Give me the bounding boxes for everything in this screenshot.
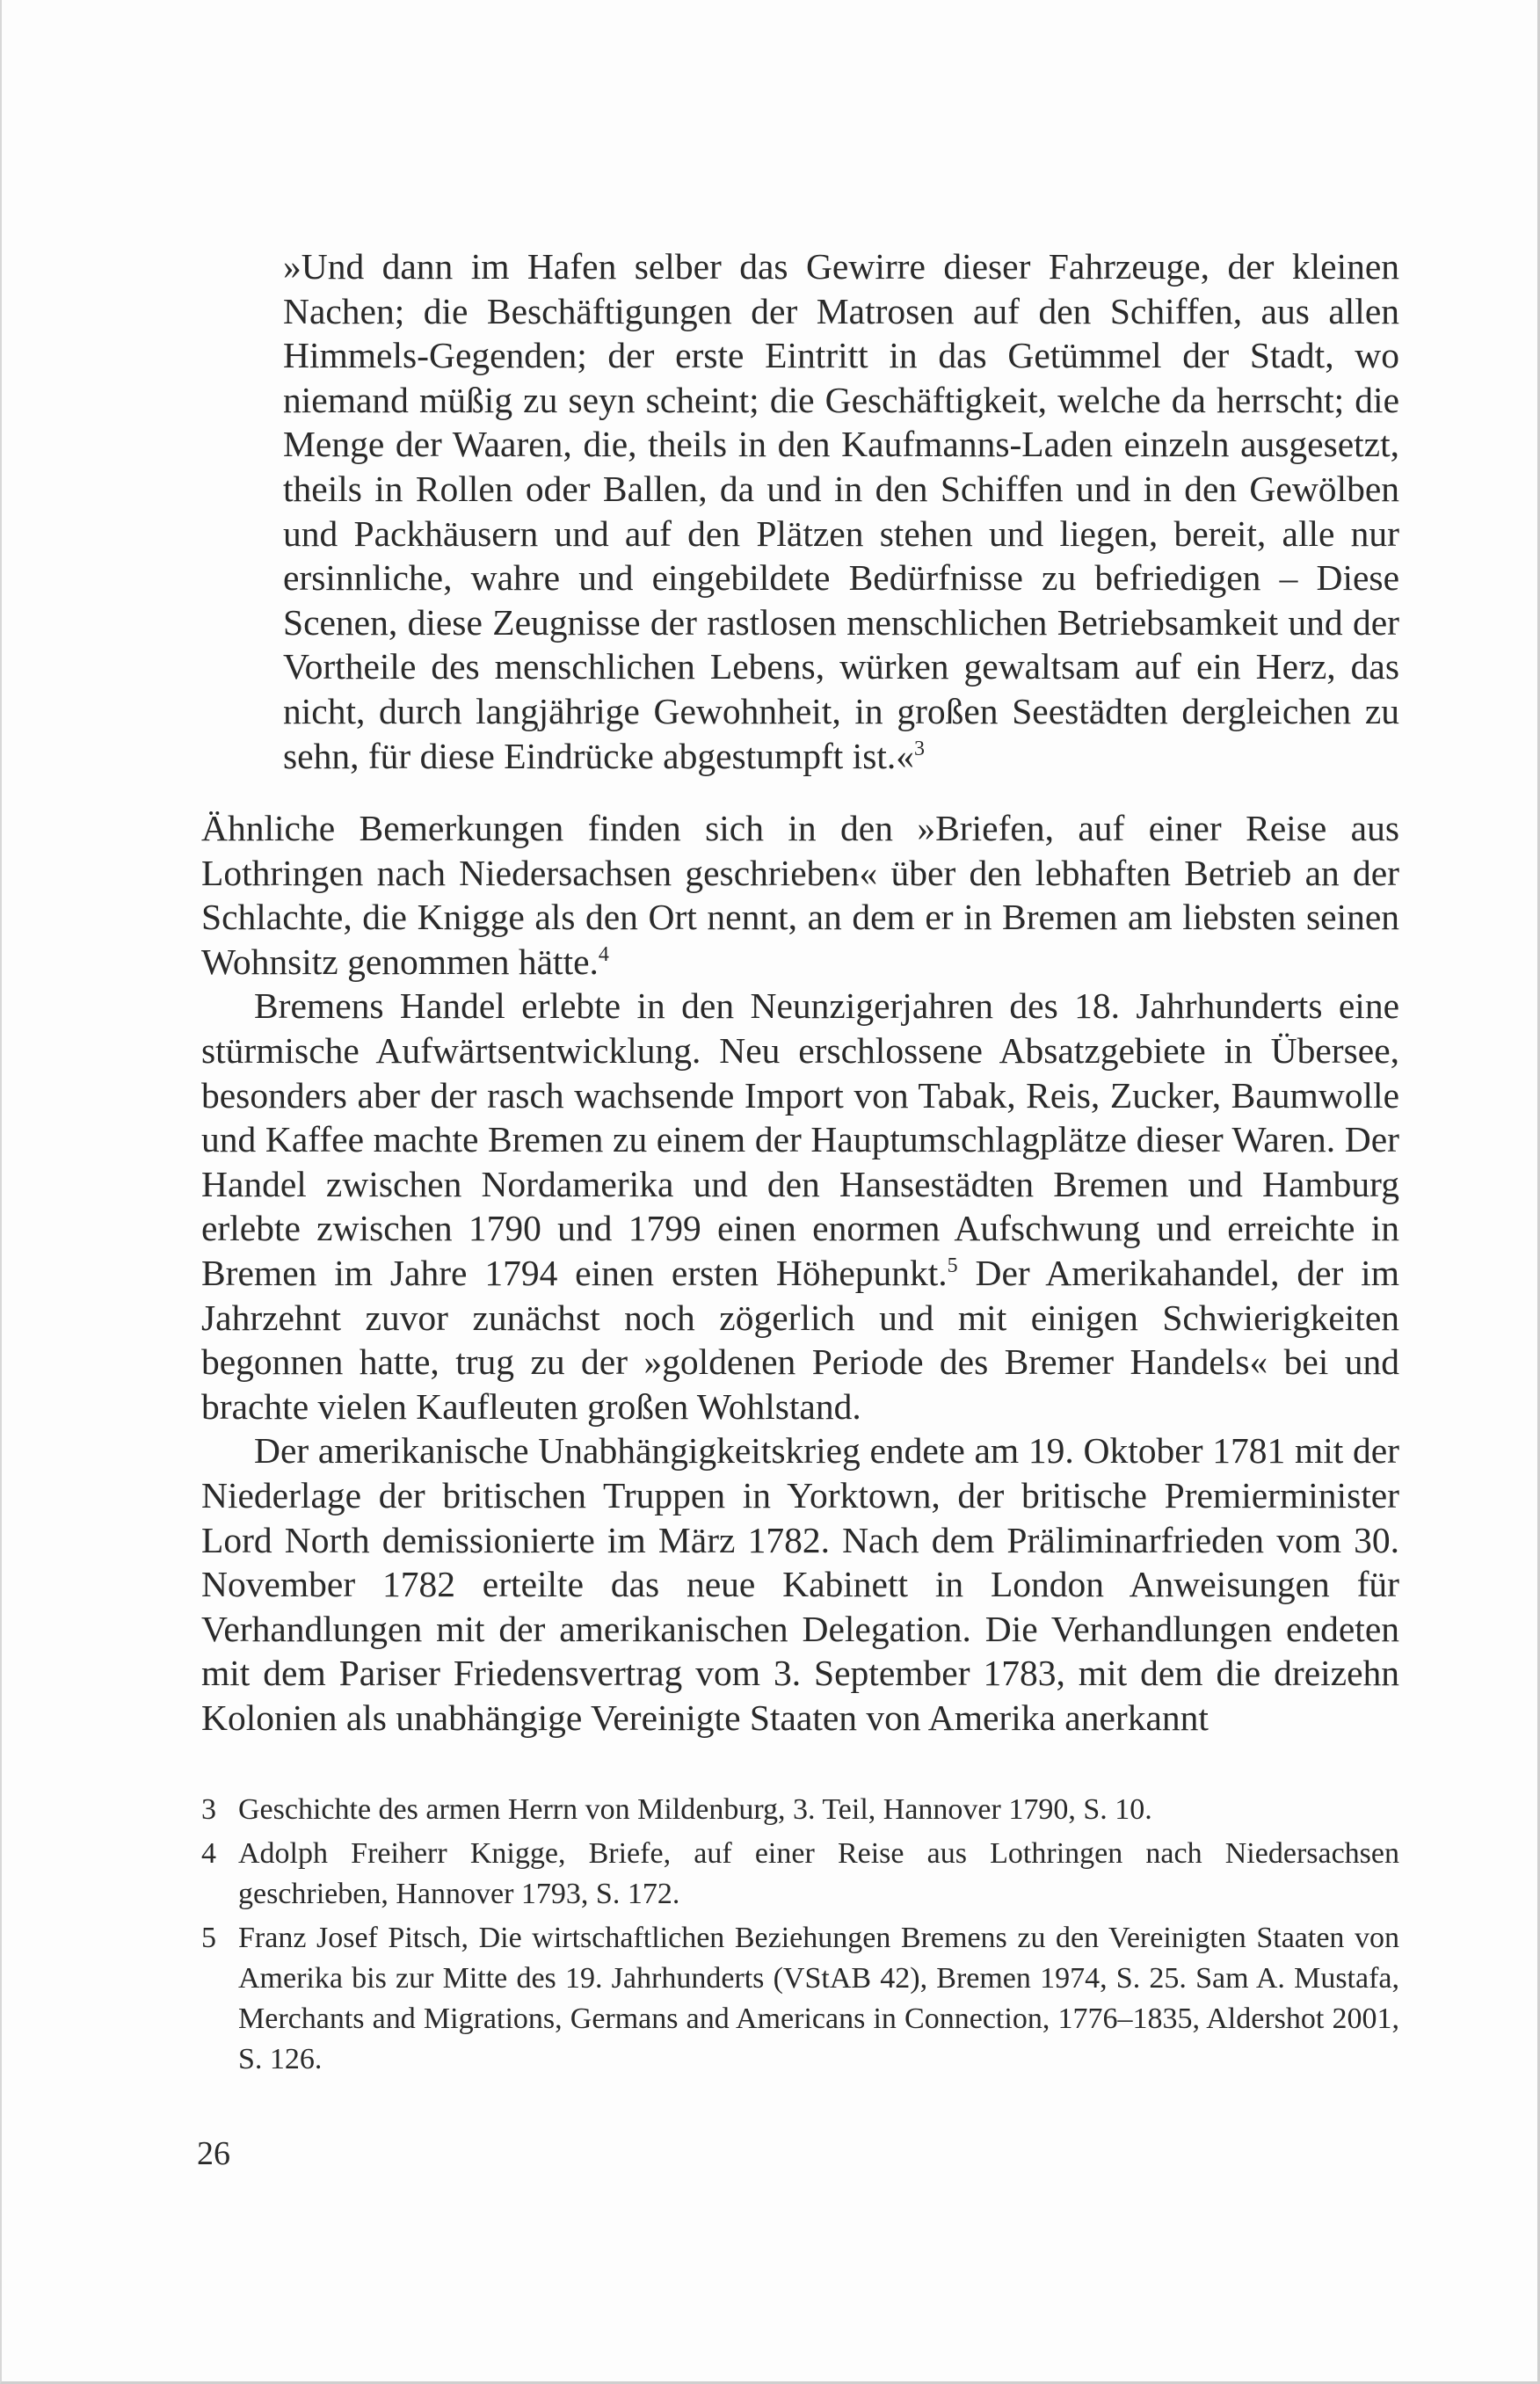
quote-text: »Und dann im Hafen selber das Gewirre dieser Fahrzeuge, der kleinen Nachen; die Beschäftigungen der Matrosen auf den Schiffen, aus allen Himmels-Gegenden; der erste Eintritt in das Getümmel der Stadt, wo niemand müßig zu seyn scheint; die Geschäftigkeit, welche da herrscht; die Menge der Waaren, die, theils in den Kaufmanns-Laden einzeln ausgesetzt, theils in Rollen oder Ballen, da und in den Schiffen und in den Gewölben und Packhäusern und auf den Plätzen stehen und liegen, bereit, alle nur ersinnliche, wahre und eingebildete Bedürfnisse zu befriedigen – Diese Scenen, diese Zeugnisse der rastlosen menschlichen Betriebsamkeit und der Vortheile des menschlichen Lebens, würken gewaltsam auf ein Herz, das nicht, durch langjährige Gewohnheit, in großen Seestädten dergleichen zu sehn, für diese Eindrücke abgestumpft ist.«: [283, 246, 1399, 776]
footnote-number: 5: [201, 1922, 216, 1954]
quote-paragraph: [283, 244, 1399, 778]
footnote-text: Franz Josef Pitsch, Die wirtschaftlichen Beziehungen Bremens zu den Vereinigten Staaten von Amerika bis zur Mitte des 19. Jahrhunderts (VStAB 42), Bremen 1974, S. 25. Sam A. Mustafa, Merchants and Migrations, Germans and Americans in Connection, 1776–1835, Aldershot 2001, S. 126.: [238, 1922, 1399, 2075]
footnote-4: [201, 1834, 1399, 1915]
footnotes: [201, 1790, 1399, 2083]
footnote-ref-5: 5: [947, 1254, 958, 1278]
paragraph-2: [201, 984, 1399, 1428]
footnote-ref-4: 4: [598, 942, 609, 966]
footnote-text: Geschichte des armen Herrn von Mildenburg, 3. Teil, Hannover 1790, S. 10.: [238, 1793, 1152, 1826]
paragraph-text-continued: Der Amerikahandel, der im Jahrzehnt zuvor zunächst noch zögerlich und mit einigen Schwierigkeiten begonnen hatte, trug zu der »goldenen Periode des Bremer Handels« bei und brachte vielen Kaufleuten großen Wohlstand.: [201, 1252, 1399, 1427]
block-quote: [283, 244, 1399, 778]
footnote-5: [201, 1918, 1399, 2080]
paragraph-1: [201, 806, 1399, 984]
paragraph-text: Bremens Handel erlebte in den Neunzigerjahren des 18. Jahrhunderts eine stürmische Aufwärtsentwicklung. Neu erschlossene Absatzgebiete in Übersee, besonders aber der rasch wachsende Import von Tabak, Reis, Zucker, Baumwolle und Kaffee machte Bremen zu einem der Hauptumschlagplätze dieser Waren. Der Handel zwischen Nordamerika und den Hansestädten Bremen und Hamburg erlebte zwischen 1790 und 1799 einen enormen Aufschwung und erreichte in Bremen im Jahre 1794 einen ersten Höhepunkt.: [201, 985, 1399, 1293]
footnote-number: 3: [201, 1793, 216, 1826]
footnote-ref-3: 3: [914, 737, 926, 760]
paragraph-3: [201, 1428, 1399, 1740]
footnote-3: [201, 1790, 1399, 1830]
paragraph-text: Der amerikanische Unabhängigkeitskrieg endete am 19. Oktober 1781 mit der Niederlage der britischen Truppen in Yorktown, der britische Premierminister Lord North demissionierte im März 1782. Nach dem Präliminarfrieden vom 30. November 1782 erteilte das neue Kabinett in London Anweisungen für Verhandlungen mit der amerikanischen Delegation. Die Verhandlungen endeten mit dem Pariser Friedensvertrag vom 3. September 1783, mit dem die dreizehn Kolonien als unabhängige Vereinigte Staaten von Amerika anerkannt: [201, 1430, 1399, 1738]
paragraph-text: Ähnliche Bemerkungen finden sich in den »Briefen, auf einer Reise aus Lothringen nach Niedersachsen geschrieben« über den lebhaften Betrieb an der Schlachte, die Knigge als den Ort nennt, an dem er in Bremen am liebsten seinen Wohnsitz genommen hätte.: [201, 808, 1399, 982]
footnote-number: 4: [201, 1837, 216, 1870]
footnote-text: Adolph Freiherr Knigge, Briefe, auf einer Reise aus Lothringen nach Niedersachsen geschrieben, Hannover 1793, S. 172.: [238, 1837, 1399, 1910]
page-number: 26: [197, 2135, 230, 2172]
body-text: [201, 806, 1399, 1740]
